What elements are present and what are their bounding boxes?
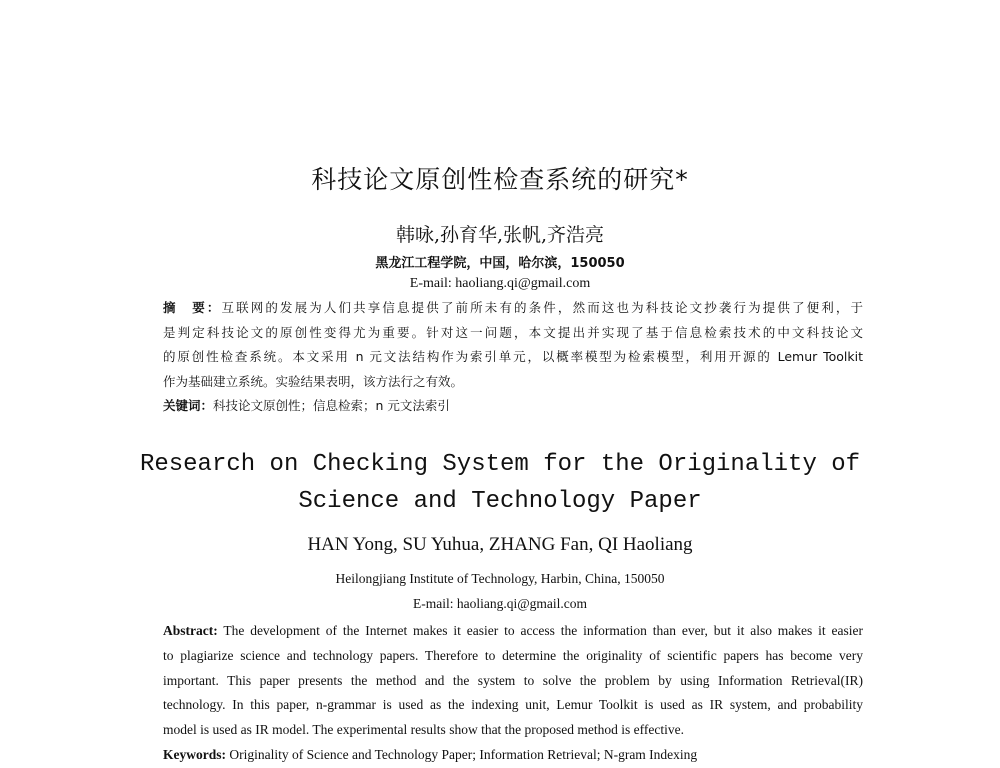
abstract-line xyxy=(163,296,863,321)
abstract-line: model is used as IR model. The experimental results show that the proposed method is effective. xyxy=(163,722,685,738)
abstract-line: to plagiarize science and technology papers. Therefore to determine the originality of scientific papers has become very xyxy=(163,647,863,663)
english-email: E-mail: haoliang.qi@gmail.com xyxy=(412,596,588,611)
chinese-email: E-mail: haoliang.qi@gmail.com xyxy=(409,276,591,291)
abstract-line: 作为基础建立系统。实验结果表明，该方法行之有效。 xyxy=(163,373,464,389)
keywords-text: Originality of Science and Technology Paper; Information Retrieval; N-gram Indexing xyxy=(226,746,698,762)
abstract-text: The development of the Internet makes it easier to access the information than ever, but it also makes it easier xyxy=(217,623,863,638)
chinese-title: 科技论文原创性检查系统的研究* xyxy=(311,165,689,194)
abstract-text: 互联网的发展为人们共享信息提供了前所未有的条件，然而这也为科技论文抄袭行为提供了便利，于 xyxy=(221,300,863,315)
keywords-label: 关键词： xyxy=(163,398,214,413)
abstract-line: 的原创性检查系统。本文采用 n 元文法结构作为索引单元，以概率模型为检索模型，利用开源的 Lemur Toolkit xyxy=(163,349,863,364)
english-authors: HAN Yong, SU Yuhua, ZHANG Fan, QI Haoliang xyxy=(307,534,693,555)
keywords-line xyxy=(163,394,863,419)
english-title xyxy=(0,446,1000,520)
english-title-line: Science and Technology Paper xyxy=(298,488,702,515)
english-abstract xyxy=(163,619,863,768)
keywords-line xyxy=(163,743,863,768)
abstract-line: important. This paper presents the method and the system to solve the problem by using Information Retrieval(IR) xyxy=(163,672,863,688)
chinese-authors: 韩咏,孙育华,张帆,齐浩亮 xyxy=(395,224,605,246)
abstract-line xyxy=(163,619,863,644)
keywords-text: 科技论文原创性；信息检索；n 元文法索引 xyxy=(213,398,450,413)
english-title-line: Research on Checking System for the Originality of xyxy=(139,451,861,478)
english-affiliation: Heilongjiang Institute of Technology, Harbin, China, 150050 xyxy=(335,571,665,586)
abstract-line: 是判定科技论文的原创性变得尤为重要。针对这一问题，本文提出并实现了基于信息检索技术的中文科技论文 xyxy=(163,324,863,340)
keywords-label: Keywords: xyxy=(163,746,226,762)
abstract-label: 摘 要： xyxy=(163,300,222,315)
abstract-label: Abstract: xyxy=(163,623,218,638)
abstract-line: technology. In this paper, n-grammar is used as the indexing unit, Lemur Toolkit is used as IR system, and probability xyxy=(163,697,863,713)
chinese-affiliation: 黑龙江工程学院，中国，哈尔滨，150050 xyxy=(375,256,625,271)
chinese-abstract xyxy=(163,296,863,419)
